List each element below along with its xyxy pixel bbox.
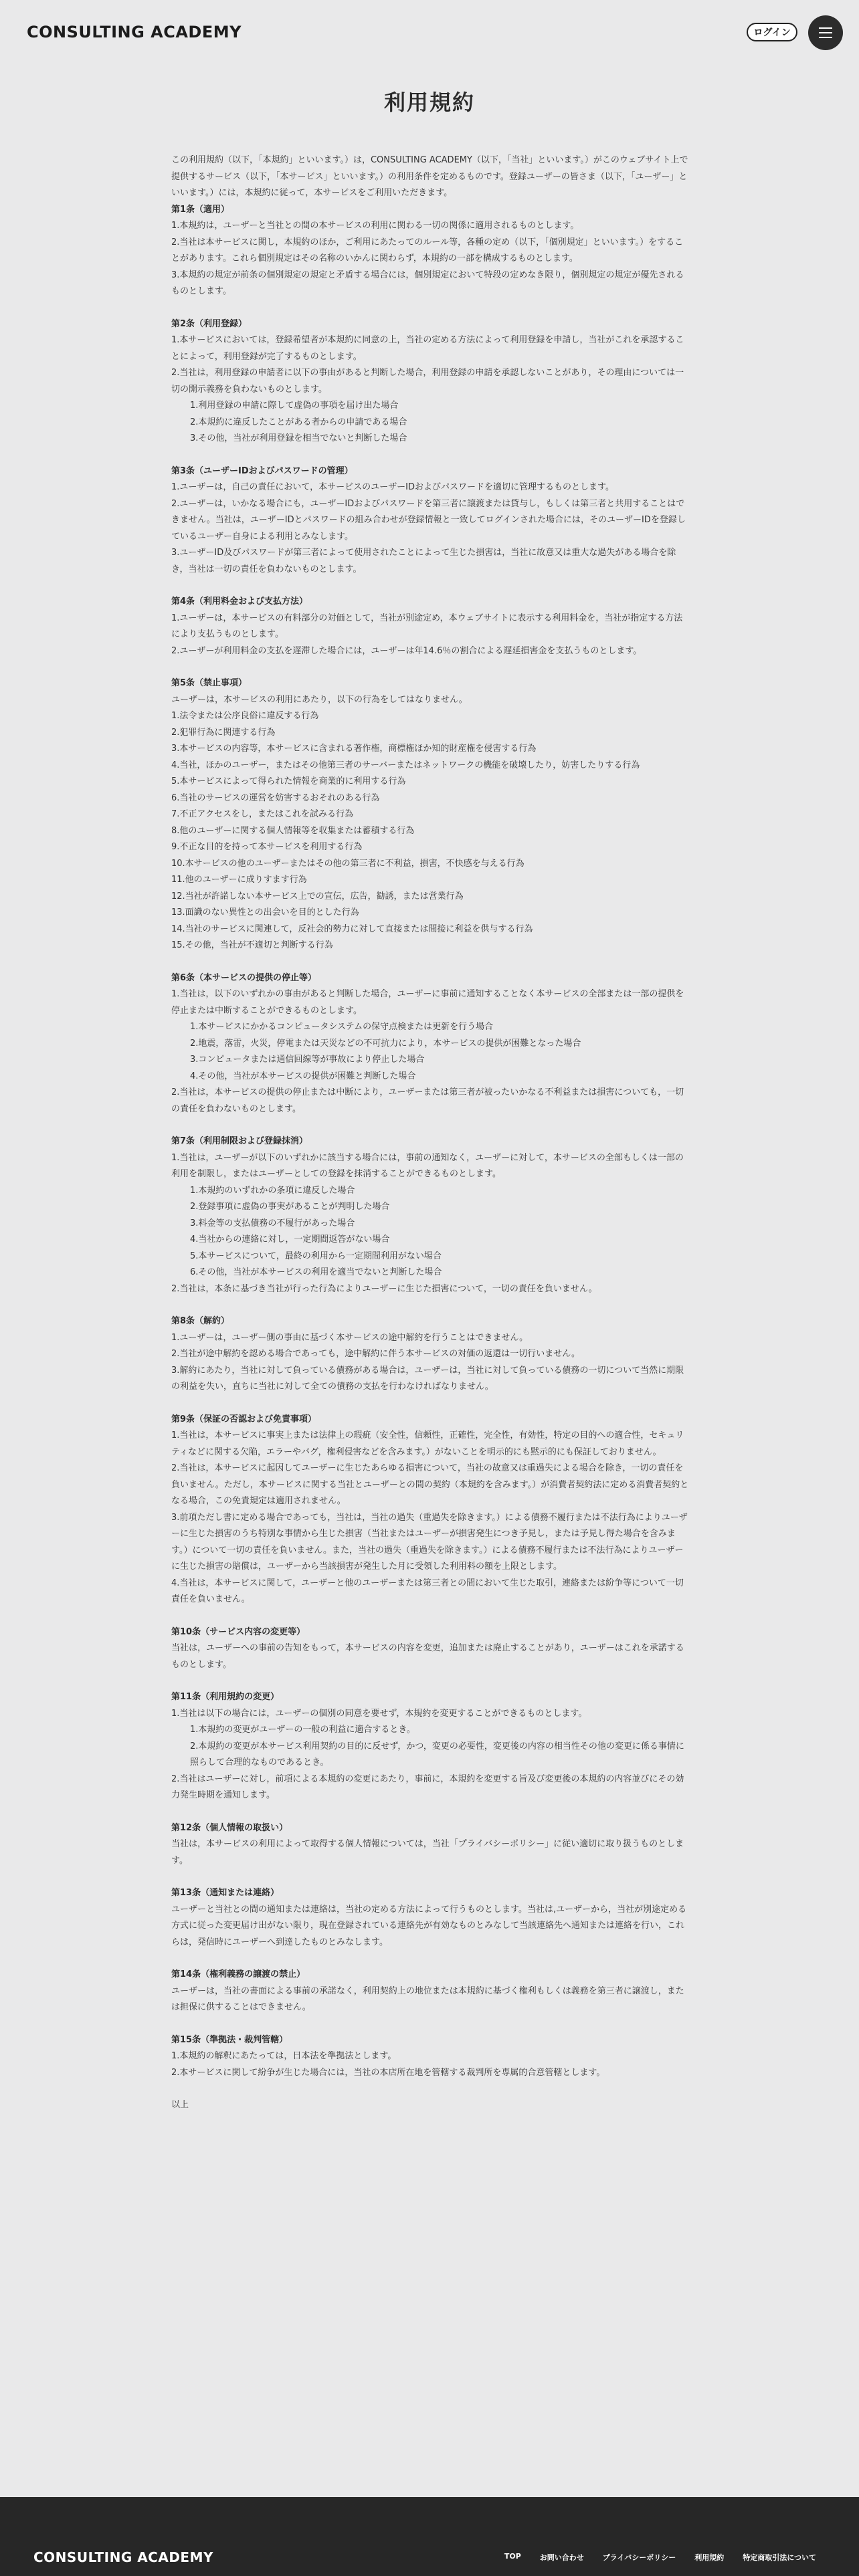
footer-nav bbox=[504, 2552, 816, 2563]
section-item: 9.不正な目的を持って本サービスを利用する行為 bbox=[171, 842, 363, 852]
terms-section bbox=[171, 1820, 690, 1870]
section-title: 第10条（サービス内容の変更等） bbox=[171, 1626, 306, 1637]
section-item: 2.当社が途中解約を認める場合であっても，途中解約に伴う本サービスの対価の返還は一切行いません。 bbox=[171, 1349, 581, 1359]
section-subitem: 3.その他，当社が利用登録を相当でないと判断した場合 bbox=[190, 433, 407, 443]
section-title: 第6条（本サービスの提供の停止等） bbox=[171, 972, 317, 983]
section-title: 第3条（ユーザーIDおよびパスワードの管理） bbox=[171, 465, 353, 476]
section-title: 第8条（解約） bbox=[171, 1316, 230, 1326]
terms-section bbox=[171, 1967, 690, 2016]
section-subitem: 1.本規約のいずれかの条項に違反した場合 bbox=[190, 1185, 355, 1196]
section-title: 第15条（準拠法・裁判管轄） bbox=[171, 2034, 288, 2045]
section-item: 1.本サービスにおいては，登録希望者が本規約に同意の上，当社の定める方法によって利用登録を申請し，当社がこれを承認することによって，利用登録が完了するものとします。 bbox=[171, 335, 684, 362]
terms-section bbox=[171, 1412, 690, 1608]
terms-intro: この利用規約（以下，「本規約」といいます。）は，CONSULTING ACADEMY（以下，「当社」といいます。）がこのウェブサイト上で提供するサービス（以下，「本サービス」といいます。）の利用条件を定めるものです。登録ユーザーの皆さま（以下，「ユーザー」といいます。）には，本規約に従って，本サービスをご利用いただきます。 bbox=[171, 155, 688, 198]
section-item: 3.本規約の規定が前条の個別規定の規定と矛盾する場合には，個別規定において特段の定めなき限り，個別規定の規定が優先されるものとします。 bbox=[171, 270, 684, 296]
section-item: 2.本サービスに関して紛争が生じた場合には，当社の本店所在地を管轄する裁判所を専属的合意管轄とします。 bbox=[171, 2067, 605, 2078]
section-title: 第14条（権利義務の譲渡の禁止） bbox=[171, 1969, 306, 1979]
section-item: 14.当社のサービスに関連して，反社会的勢力に対して直接または間接に利益を供与する行為 bbox=[171, 924, 533, 934]
terms-section bbox=[171, 970, 690, 1118]
section-subitem: 4.当社からの連絡に対し，一定期間返答がない場合 bbox=[190, 1235, 390, 1245]
section-title: 第9条（保証の否認および免責事項） bbox=[171, 1414, 317, 1424]
section-item: 当社は，本サービスの利用によって取得する個人情報については，当社「プライバシーポリシー」に従い適切に取り扱うものとします。 bbox=[171, 1839, 684, 1866]
section-item: ユーザーと当社との間の通知または連絡は，当社の定める方法によって行うものとします。当社は,ユーザーから，当社が別途定める方式に従った変更届け出がない限り，現在登録されている連絡先が有効なものとみなして当該連絡先へ通知または連絡を行い，これらは，発信時にユーザーへ到達したものとみなします。 bbox=[171, 1904, 687, 1947]
terms-section bbox=[171, 202, 690, 300]
menu-line bbox=[819, 27, 832, 29]
section-item: 3.前項ただし書に定める場合であっても，当社は，当社の過失（重過失を除きます。）による債務不履行または不法行為によりユーザーに生じた損害のうち特別な事情から生じた損害（当社またはユーザーが損害発生につき予見し，または予見し得た場合を含みます。）について一切の責任を負いません。また，当社の過失（重過失を除きます。）による債務不履行または不法行為によりユーザーに生じた損害の賠償は，ユーザーから当該損害が発生した月に受領した利用料の額を上限とします。 bbox=[171, 1512, 688, 1572]
section-item: 1.ユーザーは，自己の責任において，本サービスのユーザーIDおよびパスワードを適切に管理するものとします。 bbox=[171, 482, 614, 492]
section-subitem: 2.本規約の変更が本サービス利用契約の目的に反せず，かつ，変更の必要性，変更後の内容の相当性その他の変更に係る事情に照らして合理的なものであるとき。 bbox=[190, 1741, 684, 1767]
terms-section bbox=[171, 463, 690, 578]
section-item: 2.当社は，本条に基づき当社が行った行為によりユーザーに生じた損害について，一切の責任を負いません。 bbox=[171, 1283, 597, 1294]
section-subitem: 5.本サービスについて，最終の利用から一定期間利用がない場合 bbox=[190, 1251, 442, 1261]
section-item: 2.当社はユーザーに対し，前項による本規約の変更にあたり，事前に，本規約を変更する旨及び変更後の本規約の内容並びにその効力発生時期を通知します。 bbox=[171, 1774, 684, 1800]
section-item: 3.本サービスの内容等，本サービスに含まれる著作権，商標権ほか知的財産権を侵害する行為 bbox=[171, 744, 537, 754]
terms-section bbox=[171, 1689, 690, 1804]
section-item: 15.その他，当社が不適切と判断する行為 bbox=[171, 940, 333, 950]
section-item: 5.本サービスによって得られた情報を商業的に利用する行為 bbox=[171, 776, 406, 786]
section-item: 3.解約にあたり，当社に対して負っている債務がある場合は，ユーザーは，当社に対して負っている債務の一切について当然に期限の利益を失い，直ちに当社に対して全ての債務の支払を行わなければなりません。 bbox=[171, 1365, 684, 1392]
section-item: 4.当社，ほかのユーザー，またはその他第三者のサーバーまたはネットワークの機能を破壊したり，妨害したりする行為 bbox=[171, 760, 640, 770]
hamburger-icon[interactable] bbox=[808, 15, 843, 50]
terms-content bbox=[171, 152, 690, 2114]
section-subitem: 4.その他，当社が本サービスの提供が困難と判断した場合 bbox=[190, 1071, 416, 1081]
terms-section bbox=[171, 675, 690, 954]
section-item: 1.本規約の解釈にあたっては，日本法を準拠法とします。 bbox=[171, 2051, 397, 2061]
section-item: 2.ユーザーが利用料金の支払を遅滞した場合には，ユーザーは年14.6％の割合による遅延損害金を支払うものとします。 bbox=[171, 645, 642, 656]
section-item: 6.当社のサービスの運営を妨害するおそれのある行為 bbox=[171, 792, 380, 803]
section-item: 2.犯罪行為に関連する行為 bbox=[171, 727, 276, 738]
section-subitem: 3.料金等の支払債務の不履行があった場合 bbox=[190, 1218, 355, 1228]
section-item: 2.当社は，本サービスの提供の停止または中断により，ユーザーまたは第三者が被ったいかなる不利益または損害についても，一切の責任を負わないものとします。 bbox=[171, 1087, 684, 1114]
page-title: 利用規約 bbox=[383, 90, 475, 115]
terms-section bbox=[171, 594, 690, 659]
section-item: 当社は，ユーザーへの事前の告知をもって，本サービスの内容を変更，追加または廃止することがあり，ユーザーはこれを承諾するものとします。 bbox=[171, 1643, 684, 1670]
section-item: 1.当社は以下の場合には，ユーザーの個別の同意を要せず，本規約を変更することができるものとします。 bbox=[171, 1708, 587, 1719]
terms-sections bbox=[171, 202, 690, 2082]
section-item: 8.他のユーザーに関する個人情報等を収集または蓄積する行為 bbox=[171, 825, 415, 836]
section-item: 1.当社は，ユーザーが以下のいずれかに該当する場合には，事前の通知なく，ユーザーに対して，本サービスの全部もしくは一部の利用を制限し，またはユーザーとしての登録を抹消することができるものとします。 bbox=[171, 1152, 684, 1179]
footer-link-top[interactable]: TOP bbox=[504, 2552, 521, 2561]
terms-section bbox=[171, 2032, 690, 2082]
section-title: 第4条（利用料金および支払方法） bbox=[171, 597, 308, 607]
terms-section bbox=[171, 1313, 690, 1396]
terms-closing: 以上 bbox=[171, 2100, 189, 2110]
section-item: 10.本サービスの他のユーザーまたはその他の第三者に不利益，損害，不快感を与える行為 bbox=[171, 858, 524, 869]
section-subitem: 6.その他，当社が本サービスの利用を適当でないと判断した場合 bbox=[190, 1267, 442, 1277]
section-title: 第2条（利用登録） bbox=[171, 318, 248, 329]
footer-link-terms[interactable]: 利用規約 bbox=[694, 2553, 725, 2562]
section-item: 1.当社は，以下のいずれかの事由があると判断した場合，ユーザーに事前に通知することなく本サービスの全部または一部の提供を停止または中断することができるものとします。 bbox=[171, 989, 684, 1016]
section-item: ユーザーは，当社の書面による事前の承諾なく，利用契約上の地位または本規約に基づく権利もしくは義務を第三者に譲渡し，または担保に供することはできません。 bbox=[171, 1985, 684, 2012]
section-item: 7.不正アクセスをし，またはこれを試みる行為 bbox=[171, 809, 354, 819]
footer-link-privacy[interactable]: プライバシーポリシー bbox=[602, 2553, 676, 2562]
section-item: ユーザーは，本サービスの利用にあたり，以下の行為をしてはなりません。 bbox=[171, 694, 468, 705]
section-subitem: 2.本規約に違反したことがある者からの申請である場合 bbox=[190, 417, 407, 427]
menu-line bbox=[819, 37, 832, 38]
section-subitem: 1.利用登録の申請に際して虚偽の事項を届け出た場合 bbox=[190, 401, 399, 411]
section-item: 3.ユーザーID及びパスワードが第三者によって使用されたことによって生じた損害は，当社に故意又は重大な過失がある場合を除き，当社は一切の責任を負わないものとします。 bbox=[171, 548, 676, 574]
section-subitem: 2.登録事項に虚偽の事実があることが判明した場合 bbox=[190, 1202, 390, 1212]
section-title: 第5条（禁止事項） bbox=[171, 678, 248, 688]
section-title: 第7条（利用制限および登録抹消） bbox=[171, 1136, 308, 1146]
terms-section bbox=[171, 1134, 690, 1297]
section-title: 第12条（個人情報の取扱い） bbox=[171, 1822, 288, 1833]
section-item: 1.ユーザーは，本サービスの有料部分の対価として，当社が別途定め，本ウェブサイトに表示する利用料金を，当社が指定する方法により支払うものとします。 bbox=[171, 613, 683, 639]
section-item: 4.当社は，本サービスに関して，ユーザーと他のユーザーまたは第三者との間において生じた取引，連絡または紛争等について一切責任を負いません。 bbox=[171, 1578, 684, 1604]
terms-section bbox=[171, 1624, 690, 1674]
terms-section bbox=[171, 316, 690, 447]
site-header bbox=[0, 0, 859, 67]
terms-section bbox=[171, 1885, 690, 1951]
section-item: 1.法令または公序良俗に違反する行為 bbox=[171, 711, 319, 721]
section-subitem: 2.地震，落雷，火災，停電または天災などの不可抗力により，本サービスの提供が困難となった場合 bbox=[190, 1038, 581, 1049]
section-item: 2.当社は，利用登録の申請者に以下の事由があると判断した場合，利用登録の申請を承認しないことがあり，その理由については一切の開示義務を負わないものとします。 bbox=[171, 368, 684, 395]
section-item: 1.本規約は，ユーザーと当社との間の本サービスの利用に関わる一切の関係に適用されるものとします。 bbox=[171, 221, 579, 231]
footer-link-contact[interactable]: お問い合わせ bbox=[539, 2553, 584, 2562]
section-item: 1.当社は，本サービスに事実上または法律上の瑕疵（安全性，信頼性，正確性，完全性，有効性，特定の目的への適合性，セキュリティなどに関する欠陥，エラーやバグ，権利侵害などを含みます。）がないことを明示的にも黙示的にも保証しておりません。 bbox=[171, 1430, 684, 1457]
section-title: 第11条（利用規約の変更） bbox=[171, 1692, 280, 1702]
section-item: 12.当社が許諾しない本サービス上での宣伝，広告，勧誘，または営業行為 bbox=[171, 891, 464, 901]
section-item: 2.当社は本サービスに関し，本規約のほか，ご利用にあたってのルール等，各種の定め（以下，「個別規定」といいます。）をすることがあります。これら個別規定はその名称のいかんに関わらず，本規約の一部を構成するものとします。 bbox=[171, 237, 684, 263]
site-logo[interactable]: CONSULTING ACADEMY bbox=[27, 23, 242, 41]
section-item: 13.面識のない異性との出会いを目的とした行為 bbox=[171, 907, 359, 918]
menu-line bbox=[819, 32, 832, 33]
section-title: 第13条（通知または連絡） bbox=[171, 1888, 280, 1898]
section-item: 2.当社は，本サービスに起因してユーザーに生じたあらゆる損害について，当社の故意又は重過失による場合を除き，一切の責任を負いません。ただし，本サービスに関する当社とユーザーとの間の契約（本規約を含みます。）が消費者契約法に定める消費者契約となる場合，この免責規定は適用されません。 bbox=[171, 1463, 689, 1506]
site-footer bbox=[0, 2497, 859, 2576]
footer-link-commerce[interactable]: 特定商取引法について bbox=[743, 2553, 816, 2562]
section-item: 1.ユーザーは，ユーザー側の事由に基づく本サービスの途中解約を行うことはできません。 bbox=[171, 1332, 529, 1343]
section-subitem: 3.コンピュータまたは通信回線等が事故により停止した場合 bbox=[190, 1055, 425, 1065]
login-button[interactable]: ログイン bbox=[747, 23, 797, 41]
section-subitem: 1.本サービスにかかるコンピュータシステムの保守点検または更新を行う場合 bbox=[190, 1022, 494, 1032]
section-item: 11.他のユーザーに成りすます行為 bbox=[171, 875, 307, 885]
section-item: 2.ユーザーは，いかなる場合にも，ユーザーIDおよびパスワードを第三者に譲渡または貸与し，もしくは第三者と共用することはできません。当社は，ユーザーIDとパスワードの組み合わせが登録情報と一致してログインされた場合には，そのユーザーIDを登録しているユーザー自身による利用とみなします。 bbox=[171, 498, 686, 542]
section-title: 第1条（適用） bbox=[171, 204, 230, 215]
footer-logo[interactable]: CONSULTING ACADEMY bbox=[33, 2549, 213, 2565]
section-subitem: 1.本規約の変更がユーザーの一般の利益に適合するとき。 bbox=[190, 1725, 415, 1735]
